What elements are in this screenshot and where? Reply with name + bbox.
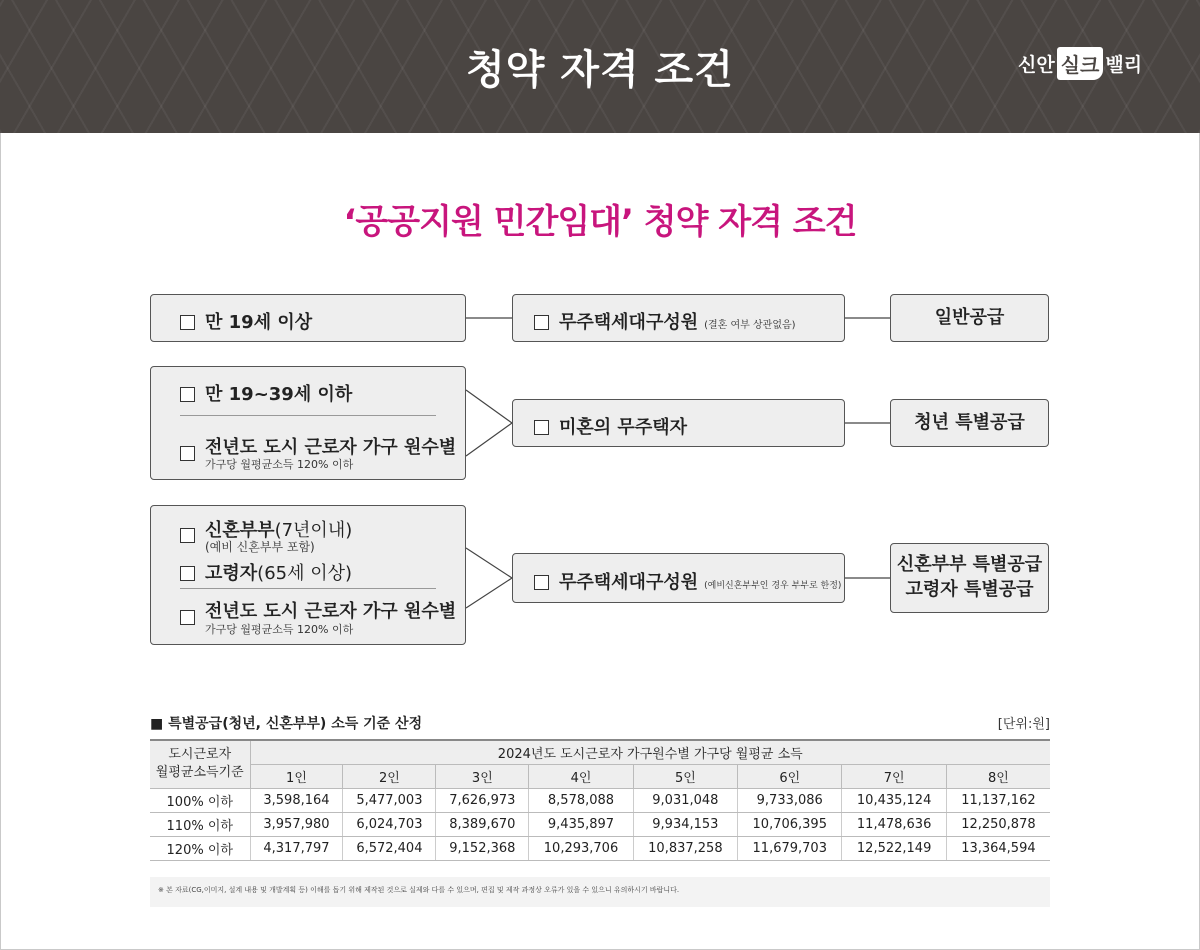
row2-divider (180, 415, 436, 416)
checkbox-icon (180, 446, 195, 461)
table-row (150, 788, 1050, 812)
table-cell: 11,679,703 (738, 836, 842, 860)
main-title: ‘공공지원 민간임대’ 청약 자격 조건 (343, 202, 857, 242)
table-column-header-row (150, 764, 1050, 788)
table-lead-header (150, 740, 250, 788)
row3-condition-item3 (180, 597, 456, 623)
table-cell: 4,317,797 (250, 836, 343, 860)
table-column-header: 1인 (250, 764, 343, 788)
table-cell: 3,598,164 (250, 788, 343, 812)
table-column-header: 5인 (633, 764, 737, 788)
table-row (150, 812, 1050, 836)
table-cell: 7,626,973 (436, 788, 529, 812)
row3-middle-item (534, 568, 841, 594)
row3-condition-item2 (180, 559, 352, 585)
row3-condition-label1: 신혼부부 (205, 520, 275, 541)
row3-condition-label2: 고령자 (205, 563, 258, 584)
row3-result-label1: 신혼부부 특별공급 (896, 554, 1043, 575)
row2-condition-sub: 가구당 월평균소득 120% 이하 (205, 458, 354, 471)
table-lead-header-line1: 도시근로자 (168, 747, 232, 763)
table-column-header: 7인 (842, 764, 946, 788)
table-unit: [단위:원] (997, 717, 1050, 732)
checkbox-icon (180, 387, 195, 402)
page-header-title: 청약 자격 조건 (466, 47, 734, 93)
row3-condition-check1 (180, 525, 205, 546)
row1-condition-label: 만 19세 이상 (205, 312, 313, 333)
row3-condition-check3 (180, 607, 205, 628)
table-cell: 10,706,395 (738, 812, 842, 836)
checkbox-icon (534, 575, 549, 590)
table-cell: 9,733,086 (738, 788, 842, 812)
row2-condition-label1: 만 19~39세 이하 (205, 384, 353, 405)
footnote: ※ 본 자료(CG,이미지, 설계 내용 및 개발계획 등) 이해를 돕기 위해 제작된 것으로 실제와 다를 수 있으며, 편집 및 제작 과정상 오류가 있을 수 있으니 유의하시기 바랍니다. (150, 877, 1050, 907)
table-column-header: 4인 (529, 764, 633, 788)
table-cell: 8,389,670 (436, 812, 529, 836)
table-cell: 13,364,594 (946, 836, 1050, 860)
table-lead-header-line2: 월평균소득기준 (155, 765, 244, 781)
row2-result-label: 청년 특별공급 (914, 412, 1025, 433)
row3-condition-label3: 전년도 도시 근로자 가구 원수별 (205, 601, 457, 622)
checkbox-icon (534, 315, 549, 330)
income-table (150, 739, 1050, 861)
row3-middle-label: 무주택세대구성원 (559, 572, 699, 593)
table-row-label: 120% 이하 (150, 836, 250, 860)
row2-condition-check2 (180, 443, 205, 464)
row2-middle-item (534, 413, 687, 439)
table-cell: 6,572,404 (343, 836, 436, 860)
table-cell: 10,435,124 (842, 788, 946, 812)
header-banner (0, 0, 1200, 133)
table-row-label: 110% 이하 (150, 812, 250, 836)
table-cell: 9,031,048 (633, 788, 737, 812)
table-cell: 10,293,706 (529, 836, 633, 860)
table-cell: 12,250,878 (946, 812, 1050, 836)
table-cell: 10,837,258 (633, 836, 737, 860)
table-row-label: 100% 이하 (150, 788, 250, 812)
table-cell: 9,152,368 (436, 836, 529, 860)
brand-text-boxed: 실크 (1057, 47, 1104, 80)
checkbox-icon (180, 528, 195, 543)
table-cell: 8,578,088 (529, 788, 633, 812)
table-group-header: 2024년도 도시근로자 가구원수별 가구당 월평균 소득 (250, 740, 1050, 764)
row2-condition-label2: 전년도 도시 근로자 가구 원수별 (205, 437, 457, 458)
row3-middle-note: (예비신혼부부인 경우 부부로 한정) (704, 581, 842, 591)
checkbox-icon (180, 566, 195, 581)
table-cell: 12,522,149 (842, 836, 946, 860)
checkbox-icon (180, 315, 195, 330)
row1-middle-item (534, 308, 796, 334)
table-column-header: 2인 (343, 764, 436, 788)
table-cell: 9,934,153 (633, 812, 737, 836)
row3-divider (180, 588, 436, 589)
table-body (150, 788, 1050, 860)
table-row (150, 836, 1050, 860)
row1-middle-note: (결혼 여부 상관없음) (704, 320, 796, 331)
table-column-header: 6인 (738, 764, 842, 788)
row3-condition-sub1: (예비 신혼부부 포함) (205, 540, 315, 554)
row3-condition-sub3: 가구당 월평균소득 120% 이하 (205, 623, 354, 636)
row3-result-label2: 고령자 특별공급 (905, 579, 1034, 600)
brand-logo (1018, 47, 1142, 80)
table-column-header: 8인 (946, 764, 1050, 788)
table-cell: 5,477,003 (343, 788, 436, 812)
checkbox-icon (534, 420, 549, 435)
row2-condition-item1 (180, 380, 352, 406)
table-cell: 11,137,162 (946, 788, 1050, 812)
table-title: ■ 특별공급(청년, 신혼부부) 소득 기준 산정 (150, 716, 423, 732)
row2-middle-label: 미혼의 무주택자 (559, 417, 687, 438)
checkbox-icon (180, 610, 195, 625)
brand-text-post: 밸리 (1105, 54, 1143, 76)
row1-result-label: 일반공급 (934, 307, 1005, 328)
table-cell: 6,024,703 (343, 812, 436, 836)
table-cell: 9,435,897 (529, 812, 633, 836)
brand-text-pre: 신안 (1018, 54, 1055, 76)
table-cell: 11,478,636 (842, 812, 946, 836)
row3-condition-label2-paren: (65세 이상) (257, 563, 353, 584)
table-cell: 3,957,980 (250, 812, 343, 836)
table-column-header: 3인 (436, 764, 529, 788)
row1-condition-item (180, 308, 312, 334)
row1-middle-label: 무주택세대구성원 (559, 312, 699, 333)
row3-condition-label1-paren: (7년이내) (274, 520, 353, 541)
